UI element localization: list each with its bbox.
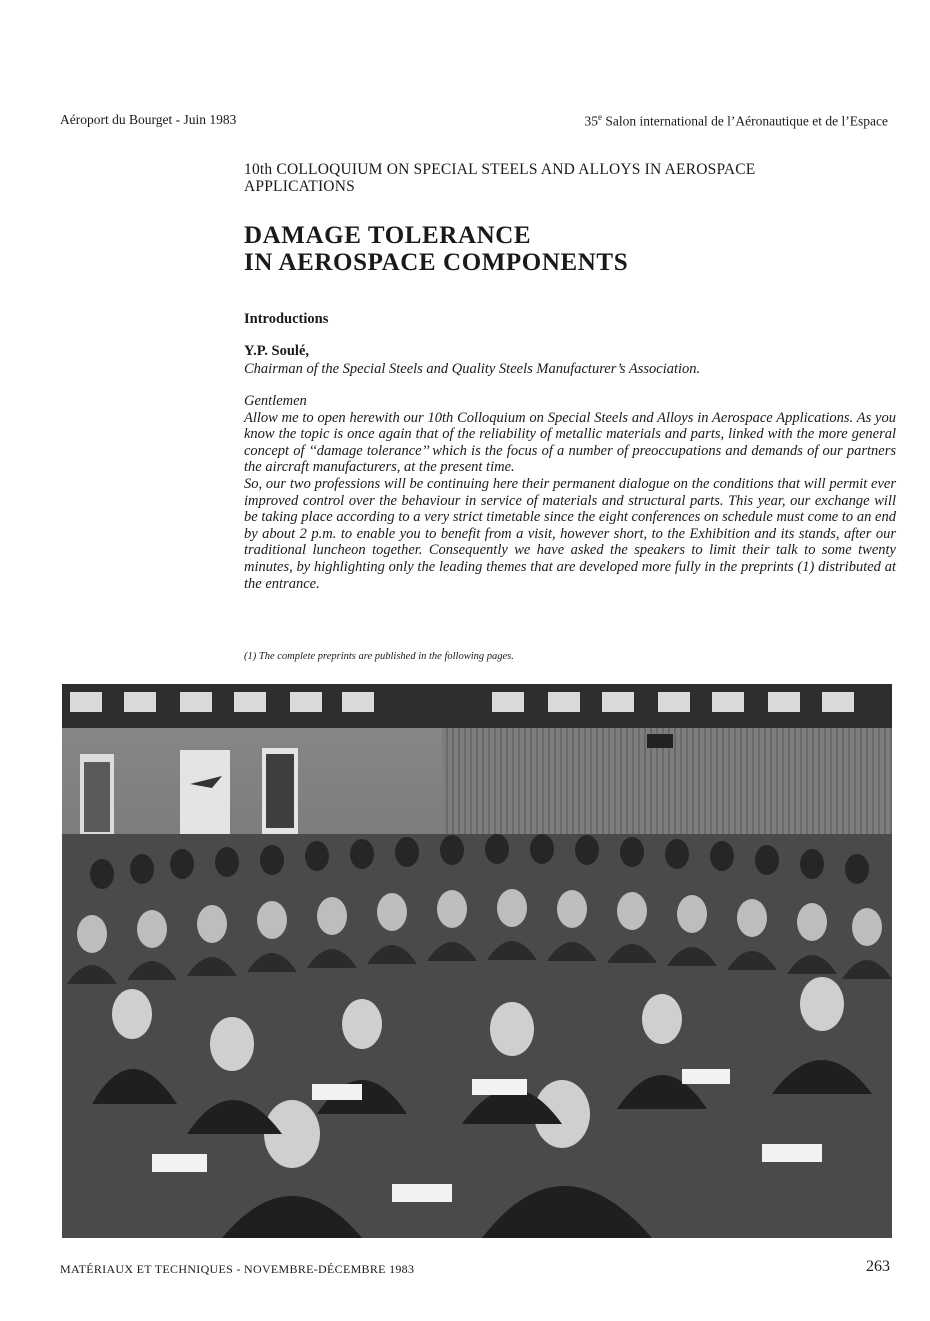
running-header-left: Aéroport du Bourget - Juin 1983 — [60, 112, 237, 127]
footnote: (1) The complete preprints are published in the following pages. — [244, 651, 514, 662]
salon-number: 35 — [584, 113, 598, 129]
paragraph-2: So, our two professions will be continuing here their permanent dialogue on the conditions that will permit ever improved control over the behaviour in service of materials and structural parts. This year, our exchange will be taking place according to a very strict timetable since the eight conferences on schedule must come to an end by about 2 p.m. to enable you to benefit from a visit, however short, to the Exhibition and its stands, after our traditional luncheon together. Consequently we have asked the speakers to limit their talk to some twenty minutes, by highlighting only the leading themes that are developed more fully in the preprints (1) distributed at the entrance. — [244, 475, 896, 592]
ordinal-superscript: e — [597, 112, 602, 122]
article-body — [244, 393, 896, 592]
event-line-2: APPLICATIONS — [244, 178, 355, 195]
exit-sign — [647, 734, 673, 748]
conference-audience-photo — [62, 684, 892, 1238]
running-header-right — [584, 112, 888, 130]
title-line-1: DAMAGE TOLERANCE — [244, 222, 532, 249]
section-heading: Introductions — [244, 311, 329, 327]
page-number: 263 — [866, 1258, 890, 1275]
article-title — [244, 222, 896, 276]
journal-footer: MATÉRIAUX ET TECHNIQUES - NOVEMBRE-DÉCEMBRE 1983 — [60, 1262, 415, 1276]
author-affiliation: Chairman of the Special Steels and Quality Steels Manufacturer’s Association. — [244, 361, 701, 377]
event-line — [244, 161, 896, 195]
event-line-1: 10th COLLOQUIUM ON SPECIAL STEELS AND ALLOYS IN AEROSPACE — [244, 161, 756, 178]
salutation: Gentlemen — [244, 393, 307, 409]
wall-posters — [80, 748, 298, 846]
author-name: Y.P. Soulé, — [244, 343, 310, 359]
photo-illustration — [62, 684, 892, 1238]
title-line-2: IN AEROSPACE COMPONENTS — [244, 249, 629, 276]
salon-name: Salon international de l’Aéronautique et de l’Espace — [601, 113, 888, 129]
paragraph-1: Allow me to open herewith our 10th Colloquium on Special Steels and Alloys in Aerospace Applications. As you know the topic is once again that of the reliability of metallic materials and parts, linked with the more general concept of ‘‘damage tolerance’’ which is the focus of a number of preoccupations and demands of our partners the aircraft manufacturers, at the present time. — [244, 409, 896, 476]
